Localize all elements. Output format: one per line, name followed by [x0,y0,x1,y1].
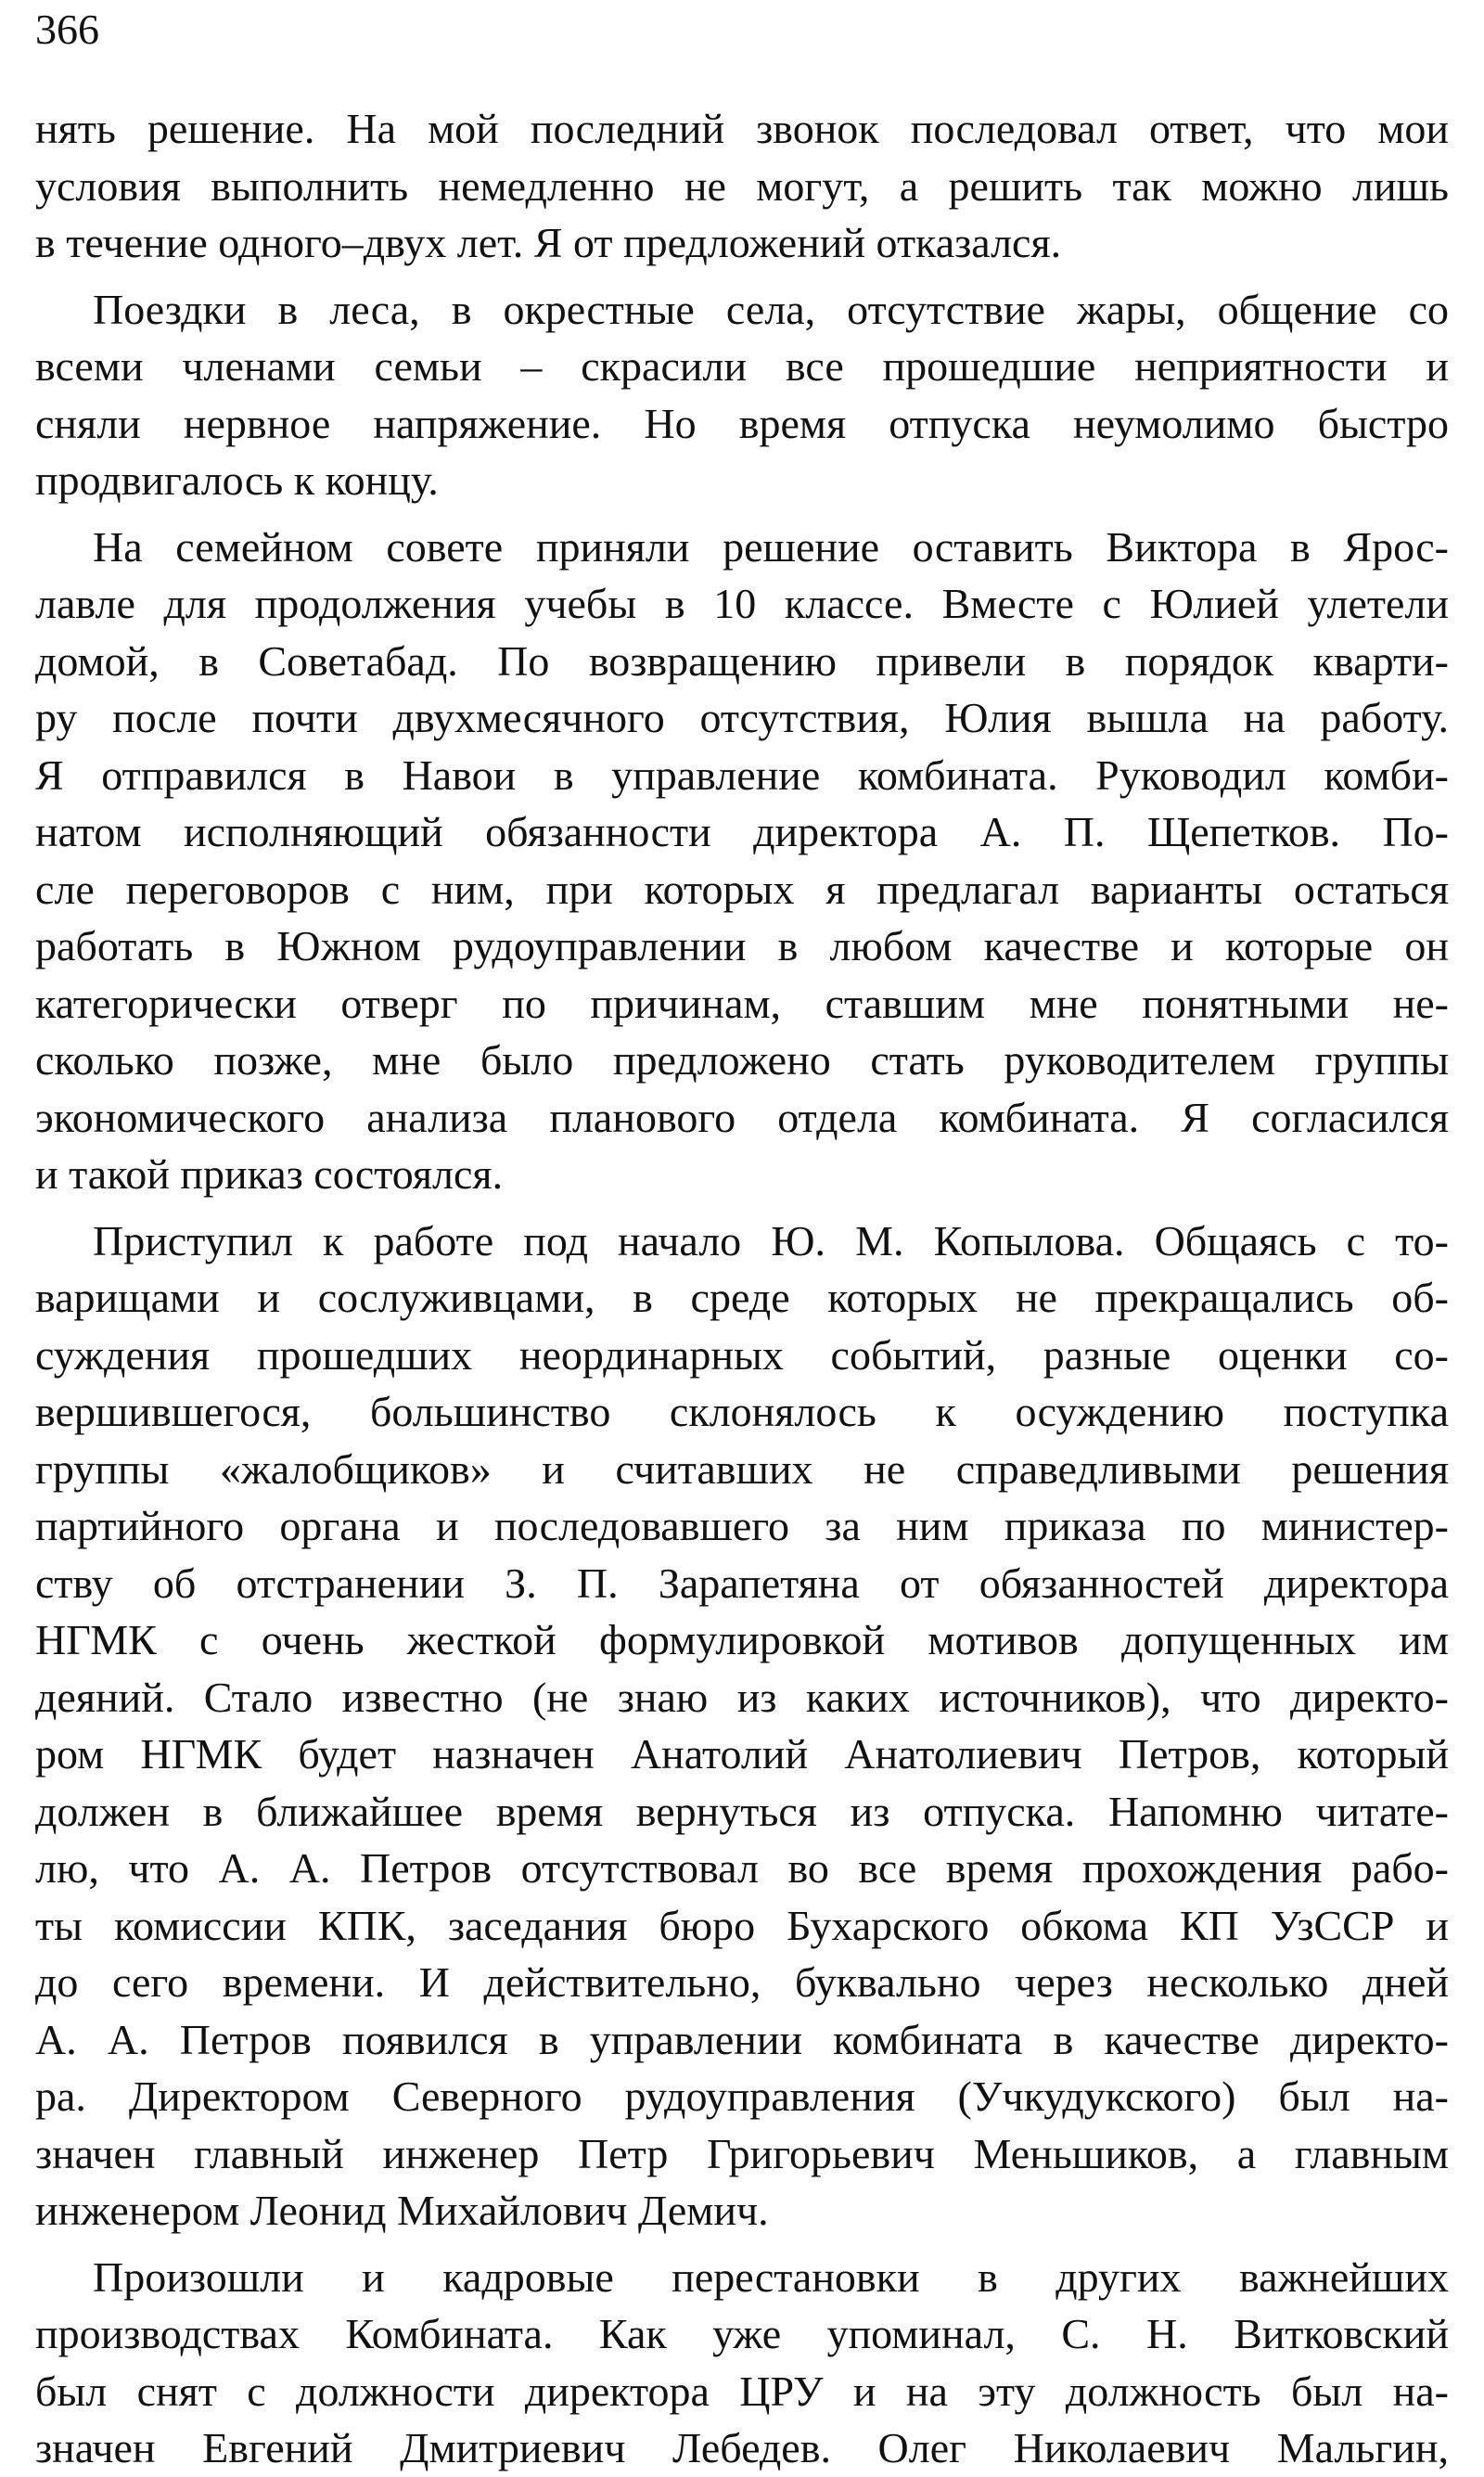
text-body [35,100,1449,2477]
paragraph [35,100,1449,272]
text-line: Я отправился в Навои в управление комбината. Руководил комби- [35,751,1449,799]
text-line: суждения прошедших неординарных событий, разные оценки со- [35,1330,1449,1379]
text-line: инженером Леонид Михайлович Демич. [35,2187,769,2234]
text-line: вершившегося, большинство склонялось к осуждению поступка [35,1388,1449,1435]
text-line: НГМК с очень жесткой формулировкой мотивов допущенных им [35,1616,1449,1663]
text-line: значен Евгений Дмитриевич Лебедев. Олег Николаевич Мальгин, [35,2424,1449,2471]
text-line: ты комиссии КПК, заседания бюро Бухарского обкома КП УзССР и [35,1901,1449,1949]
text-line: и такой приказ состоялся. [35,1150,504,1198]
text-line: варищами и сослуживцами, в среде которых не прекращались об- [35,1274,1449,1321]
paragraph [35,2249,1449,2477]
text-line: ству об отстранении З. П. Зарапетяна от обязанностей директора [35,1559,1449,1607]
paragraph [35,1213,1449,2240]
text-line: На семейном совете приняли решение оставить Виктора в Ярос- [93,522,1449,571]
text-line: лю, что А. А. Петров отсутствовал во все время прохождения рабо- [35,1844,1449,1892]
text-line: значен главный инженер Петр Григорьевич Меньшиков, а главным [35,2129,1449,2177]
text-line: продвигалось к концу. [35,456,439,504]
text-line: должен в ближайшее время вернуться из отпуска. Напомню читате- [35,1787,1449,1835]
text-line: группы «жалобщиков» и считавших не справедливыми решения [35,1444,1449,1493]
text-line: ру после почти двухмесячного отсутствия, Юлия вышла на работу. [35,694,1449,741]
text-line: работать в Южном рудоуправлении в любом качестве и которые он [35,922,1449,969]
text-line: партийного органа и последовавшего за ним приказа по министер- [35,1502,1449,1549]
text-line: до сего времени. И действительно, буквально через несколько дней [35,1958,1449,2006]
text-line: производствах Комбината. Как уже упоминал, С. Н. Витковский [35,2310,1449,2357]
text-line: нять решение. На мой последний звонок последовал ответ, что мои [35,105,1449,152]
text-line: всеми членами семьи – скрасили все прошедшие неприятности и [35,342,1449,390]
text-line: в течение одного–двух лет. Я от предложений отказался. [35,219,1062,266]
page-number: 366 [35,6,99,53]
text-line: Поездки в леса, в окрестные села, отсутствие жары, общение со [93,285,1449,333]
text-line: условия выполнить немедленно не могут, а решить так можно лишь [35,161,1449,210]
text-line: лавле для продолжения учебы в 10 классе. Вместе с Юлией улетели [35,580,1449,627]
text-line: Произошли и кадровые перестановки в других важнейших [93,2252,1449,2301]
text-line: ра. Директором Северного рудоуправления (Учкудукского) был на- [35,2073,1449,2120]
paragraph [35,281,1449,509]
text-line: был снят с должности директора ЦРУ и на эту должность был на- [35,2367,1449,2415]
text-line: деяний. Стало известно (не знаю из каких источников), что директо- [35,1673,1449,1721]
text-line: сняли нервное напряжение. Но время отпуска неумолимо быстро [35,399,1449,447]
text-line: категорически отверг по причинам, ставшим мне понятными не- [35,979,1449,1027]
text-line: экономического анализа планового отдела комбината. Я согласился [35,1093,1449,1141]
text-line: Приступил к работе под начало Ю. М. Копылова. Общаясь с то- [93,1216,1449,1264]
paragraph [35,519,1449,1203]
text-line: сколько позже, мне было предложено стать руководителем группы [35,1036,1449,1084]
text-line: ром НГМК будет назначен Анатолий Анатолиевич Петров, который [35,1730,1449,1778]
text-line: А. А. Петров появился в управлении комбината в качестве директо- [35,2015,1449,2063]
text-line: натом исполняющий обязанности директора А. П. Щепетков. По- [35,808,1449,855]
text-line: домой, в Советабад. По возвращению привели в порядок кварти- [35,636,1449,685]
text-line: сле переговоров с ним, при которых я предлагал варианты остаться [35,865,1449,913]
